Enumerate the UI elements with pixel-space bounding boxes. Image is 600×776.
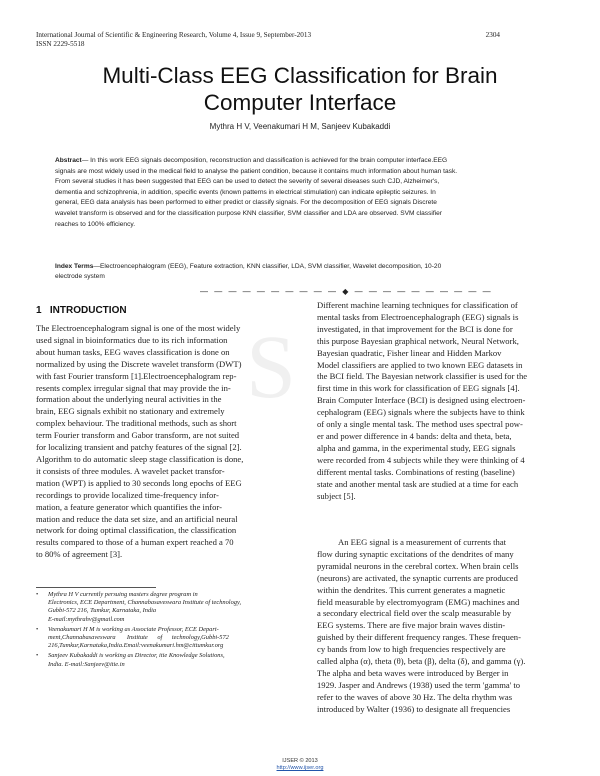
title-line: Computer Interface (203, 90, 397, 115)
body-line: cephalogram (EEG) signals where the subjects have to think (317, 407, 525, 418)
body-line: The Electroencephalogram signal is one of the most widely (36, 323, 241, 333)
bullet-icon: • (36, 652, 39, 660)
body-line: first time in this work for classification of EEG signals [4]. (317, 383, 520, 394)
issn: ISSN 2229-5518 (36, 40, 85, 48)
body-line: within the dendrites. This current generates a magnetic (317, 584, 506, 595)
index-terms-line: electrode system (55, 273, 105, 280)
footnote-line: Electronics, ECE Department, Channabasaveswara Institute of technology, (48, 599, 242, 607)
body-line: 1929. Jasper and Andrews (1938) used the term 'gamma' to (317, 679, 521, 690)
body-line: Different machine learning techniques for classification of (317, 300, 518, 310)
body-line: mental tasks from Electroencephalograph (EEG) signals is (317, 311, 519, 322)
abstract-line: reaches to 100% efficiency. (55, 220, 136, 228)
body-line: recordings to provide localized time-frequency infor- (36, 489, 219, 500)
body-line: normalized by using the Discrete wavelet transform (DWT) (36, 358, 242, 369)
bullet-icon: • (36, 625, 39, 633)
footnote-line: Gubbi-572 216, Tumkur, Karnataka, India (48, 607, 157, 615)
section-title: INTRODUCTION (49, 305, 127, 316)
body-line: state and another mental task are studied at a time for each (317, 478, 519, 489)
body-line: cy bands from low to high frequencies respectively are (317, 644, 506, 655)
body-line: brain, EEG signals exhibit no stationary and extremely (36, 406, 225, 417)
footnote-line: ment,Channabasaveswara Institute of technology,Gubbi-572 (48, 634, 229, 642)
paper-title (36, 62, 564, 116)
section-number: 1 (36, 305, 42, 316)
body-line: resents complex irregular signal that may provide the in- (36, 382, 231, 393)
body-line: term Fourier transform and Gabor transform, are not suited (36, 430, 240, 441)
body-line: results compared to those of a human expert reached a 70 (36, 537, 234, 548)
body-line: EEG systems. There are five major brain waves distin- (317, 620, 506, 631)
author-footnotes (36, 591, 298, 671)
footnote-line: Sanjeev Kubakaddi is working as Director, itie Knowledge Solutions, (48, 652, 225, 660)
abstract-line: — In this work EEG signals decomposition, reconstruction and classification is achieved for the brain computer interface.EEG (81, 157, 448, 164)
body-line: alpha and gamma, in the experimental study, EEG signals (317, 442, 516, 453)
footer-url-link[interactable]: http://www.ijser.org (276, 765, 324, 771)
body-line: (neurons) are activated, the synaptic currents are produced (317, 572, 518, 583)
footnote-rule (36, 587, 156, 588)
body-line: called alpha (α), theta (θ), beta (β), delta (δ), and gamma (γ). (317, 656, 526, 667)
body-line: for localizing transient and patchy features of the signal [2]. (36, 442, 242, 453)
body-line: Brain Computer Interface (BCI) is designed using electroen- (317, 395, 526, 406)
author-list: Mythra H V, Veenakumari H M, Sanjeev Kubakaddi (209, 122, 391, 131)
body-line: field measurable by electromyogram (EMG) machines and (317, 596, 520, 607)
body-line: subject [5]. (317, 490, 356, 501)
footer-copyright: IJSER © 2013 (282, 758, 318, 764)
body-line: Bayesian quadratic, Fisher linear and Hidden Markov (317, 347, 502, 358)
footnote-line: 216,Tumkur,Karnataka,India.Email:veenakumari.hm@cittumkur.org (48, 642, 224, 650)
footnote-line: India. E-mail:Sanjeev@itie.in (48, 660, 125, 668)
body-line: complex behaviour. The traditional methods, such as short (36, 418, 237, 429)
body-line: mation and reduce the data set size, and an artificial neural (36, 513, 238, 524)
body-line: flow during synaptic excitations of the dendrites of many (317, 548, 514, 559)
body-line: The alpha and beta waves were introduced by Berger in (317, 667, 509, 678)
body-line: mation (WPT) is applied to 30 seconds long epochs of EEG (36, 477, 242, 488)
running-header (36, 31, 311, 49)
body-line: investigated, in that improvement for the BCI is done for (317, 323, 513, 334)
footnote-item (36, 591, 298, 624)
body-line: about human tasks, EEG waves classification is done on (36, 346, 230, 357)
footnote-item (36, 626, 298, 651)
watermark-glyph: S (246, 318, 297, 417)
body-line: it consists of three modules. A wavelet packet transfor- (36, 465, 225, 476)
footnote-line: Mythra H V currently persuing masters degree program in (48, 591, 198, 598)
title-line: Multi-Class EEG Classification for Brain (102, 63, 498, 88)
abstract-line: signals are most widely used in the medical field to analyse the patient condition, because it contains much information about human task. (55, 167, 458, 175)
body-line: this purpose Bayesian graphical network, Neural Network, (317, 335, 519, 346)
footnote-item (36, 652, 298, 668)
index-terms-label: Index Terms (55, 263, 94, 270)
abstract-line: general, EEG data analysis has been performed to either predict or classify signals. For the decomposition of EEG signals Discrete (55, 199, 437, 207)
journal-name: International Journal of Scientific & Engineering Research, Volume 4, Issue 9, September-2013 (36, 31, 312, 39)
body-line: pyramidal neurons in the cerebral cortex. When brain cells (317, 560, 519, 571)
body-line: An EEG signal is a measurement of currents that (317, 537, 507, 547)
body-line: different mental tasks. Combinations of resting (baseline) (317, 466, 515, 477)
body-line: used signal in bioinformatics due to its rich information (36, 334, 228, 345)
body-line: introduced by Walter (1936) to designate all frequencies (317, 703, 511, 714)
body-line: with fast Fourier transform [1].Electroencephalogram rep- (36, 370, 237, 381)
abstract-line: wavelet transform is observed and for the classification purpose KNN classifier, SVM classifier and LDA are observed. SVM classifier (55, 209, 442, 217)
body-line: to 80% of agreement [3]. (36, 549, 123, 560)
index-terms-line: —Electroencephalogram (EEG), Feature extraction, KNN classifier, LDA, SVM classifier, Wavelet decomposition, 10-20 (93, 263, 442, 270)
bullet-icon: • (36, 591, 39, 598)
abstract-label: Abstract (55, 157, 82, 164)
section-separator: — — — — — — — — — — ◆ — — — — — — — — — — (200, 287, 493, 296)
index-terms (55, 262, 545, 282)
body-line: Algorithm to do automatic sleep stage classification is done, (36, 453, 244, 464)
body-line: refer to the waves of above 30 Hz. The delta rhythm was (317, 691, 513, 702)
body-line: Model classifiers are applied to two known EEG datasets in (317, 359, 523, 370)
left-column-body (36, 323, 298, 561)
body-line: network for doing optimal classification, the classification (36, 525, 237, 536)
section-heading (36, 305, 127, 316)
footnote-line: Veenakumari H M is working as Associate Professor, ECE Depart- (48, 625, 219, 633)
body-line: were recorded from 4 subjects while they were thinking of 4 (317, 454, 525, 465)
body-line: a secondary electrical field over the scalp measurable by (317, 608, 512, 619)
footnote-line: E-mail:mythrahv@gmail.com (48, 615, 125, 623)
body-line: formation about the underlying neural activities in the (36, 394, 222, 405)
abstract (55, 156, 545, 230)
right-column-body-bottom (317, 537, 567, 716)
body-line: the BCI field. The Bayesian network classifier is used for the (317, 371, 528, 382)
page-number: 2304 (485, 31, 500, 39)
body-line: mation, a feature generator which quantifies the infor- (36, 501, 222, 512)
body-line: guished by their different frequency ranges. These frequen- (317, 632, 521, 643)
abstract-line: dementia and schizophrenia, in addition, specific events (known patterns in electrical stimulation) can indicate epileptic seizures. In (55, 188, 436, 196)
body-line: er and power difference in 4 bands: delta and theta, beta, (317, 430, 512, 441)
body-line: of only a single mental task. The method uses spectral pow- (317, 419, 523, 430)
abstract-line: From several studies it has been suggested that EEG can be used to detect the severity of several diseases such CJD, Alzheimer's, (55, 178, 440, 186)
right-column-body-top (317, 300, 567, 502)
